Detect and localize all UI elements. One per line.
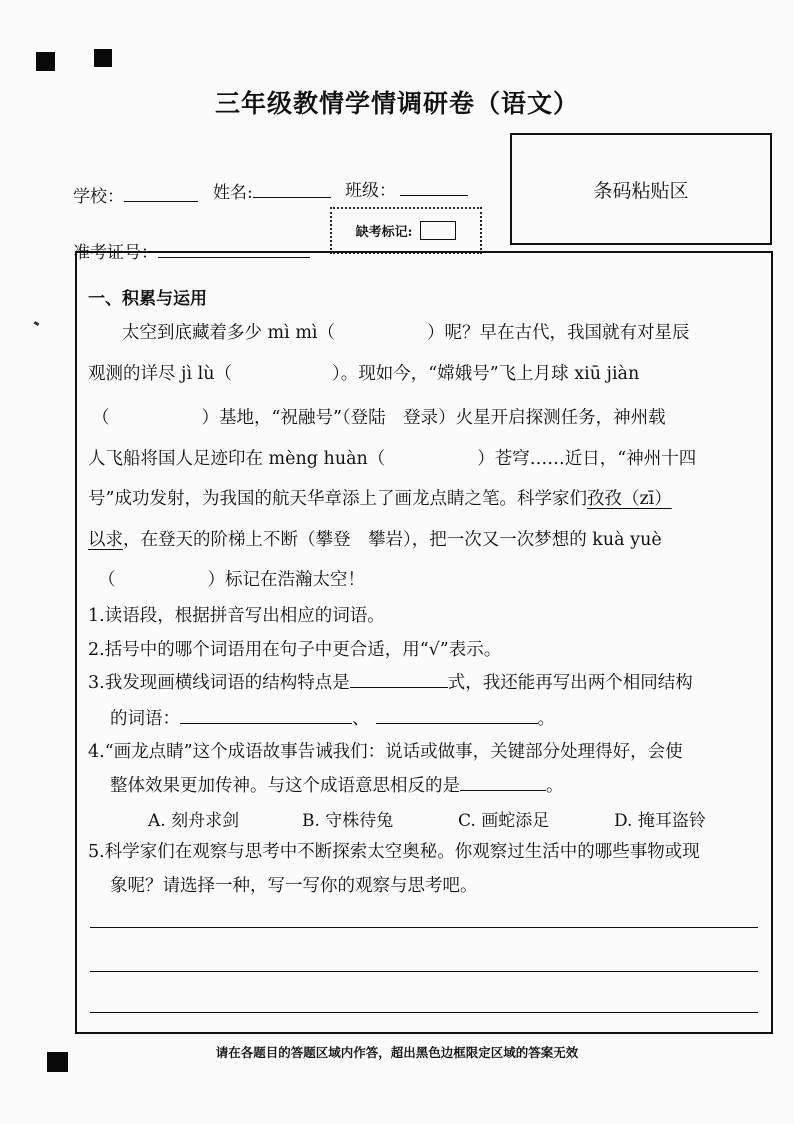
registration-mark-top-left xyxy=(36,52,55,71)
question-1: 1.读语段，根据拼音写出相应的词语。 xyxy=(88,606,385,626)
question-4: 4.“画龙点睛”这个成语故事告诫我们：说话或做事，关键部分处理得好，会使 xyxy=(88,742,683,762)
q4-option-d[interactable]: D. 掩耳盗铃 xyxy=(614,811,706,831)
question-3-continued: 的词语： 、 。 xyxy=(110,709,555,729)
stray-mark xyxy=(34,321,40,326)
class-label: 班级： xyxy=(345,181,396,201)
q4-option-c[interactable]: C. 画蛇添足 xyxy=(458,811,550,831)
question-3: 3.我发现画横线词语的结构特点是 式，我还能再写出两个相同结构 xyxy=(88,673,693,693)
q4-answer-blank[interactable] xyxy=(460,790,546,791)
q4-option-a[interactable]: A. 刻舟求剑 xyxy=(148,811,240,831)
writing-line-2[interactable] xyxy=(90,971,758,972)
question-2: 2.括号中的哪个词语用在句子中更合适，用“√”表示。 xyxy=(88,640,502,660)
school-label: 学校： xyxy=(73,187,124,207)
school-field[interactable] xyxy=(73,182,198,207)
underlined-idiom-part-1: 孜孜（zī） xyxy=(586,489,672,509)
passage-line-5: 号”成功发射，为我国的航天华章添上了画龙点睛之笔。科学家们孜孜（zī） xyxy=(88,489,672,509)
passage-line-2: 观测的详尽 jì lù（ ）。现如今，“嫦娥号”飞上月球 xiū jiàn xyxy=(88,364,640,384)
class-field[interactable] xyxy=(345,176,468,201)
name-field[interactable] xyxy=(213,178,331,203)
name-blank[interactable] xyxy=(253,197,331,198)
school-blank[interactable] xyxy=(124,201,198,202)
question-5-continued: 象呢？请选择一种，写一写你的观察与思考吧。 xyxy=(110,876,478,896)
absent-mark-box xyxy=(330,207,482,254)
writing-line-3[interactable] xyxy=(90,1012,758,1013)
passage-line-6: 以求，在登天的阶梯上不断（攀登 攀岩），把一次又一次梦想的 kuà yuè xyxy=(88,530,662,550)
barcode-area xyxy=(510,133,772,245)
passage-line-4: 人飞船将国人足迹印在 mèng huàn（ ）苍穹……近日，“神州十四 xyxy=(88,449,697,469)
passage-line-7: （ ）标记在浩瀚太空！ xyxy=(98,570,365,590)
absent-mark-label: 缺考标记: xyxy=(355,225,413,240)
barcode-label: 条码粘贴区 xyxy=(593,179,689,202)
exam-id-label: 准考证号： xyxy=(73,243,158,263)
registration-mark-top-second xyxy=(94,49,112,67)
underlined-idiom-part-2: 以求 xyxy=(88,530,123,550)
q3-structure-blank[interactable] xyxy=(350,687,448,688)
q3-word-blank-2[interactable] xyxy=(376,723,538,724)
passage-line-3: （ ）基地，“祝融号”（登陆 登录）火星开启探测任务，神州载 xyxy=(92,408,666,428)
writing-line-1[interactable] xyxy=(90,927,758,928)
q3-word-blank-1[interactable] xyxy=(180,723,352,724)
q4-option-b[interactable]: B. 守株待兔 xyxy=(302,811,394,831)
absent-checkbox[interactable] xyxy=(420,221,456,240)
footer-note: 请在各题目的答题区域内作答，超出黑色边框限定区域的答案无效 xyxy=(215,1045,579,1060)
passage-line-1: 太空到底藏着多少 mì mì（ ）呢？早在古代，我国就有对星辰 xyxy=(122,323,690,343)
name-label: 姓名: xyxy=(213,183,253,203)
question-4-continued: 整体效果更加传神。与这个成语意思相反的是 。 xyxy=(110,776,564,796)
section-heading: 一、积累与运用 xyxy=(88,289,207,309)
page-title: 三年级教情学情调研卷（语文） xyxy=(214,89,579,118)
question-5: 5.科学家们在观察与思考中不断探索太空奥秘。你观察过生活中的哪些事物或现 xyxy=(88,842,700,862)
class-blank[interactable] xyxy=(400,195,468,196)
